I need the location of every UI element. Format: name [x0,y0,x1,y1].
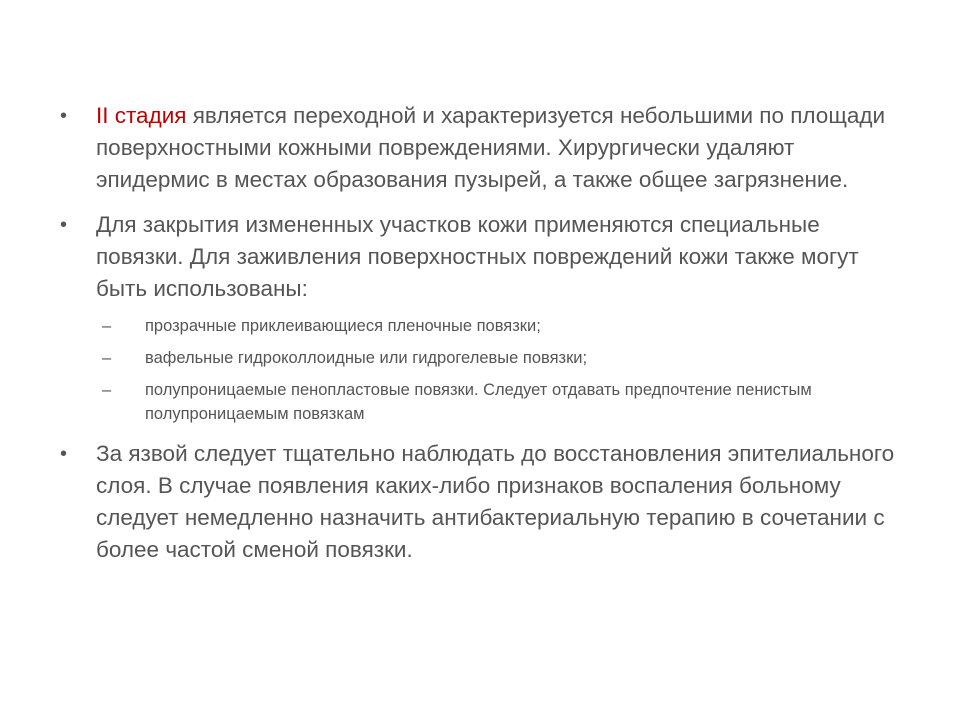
bullet-item-3 [60,438,900,566]
sub-item-text: полупроницаемые пенопластовые повязки. Следует отдавать предпочтение пенистым полупроницаемым повязкам [145,381,812,423]
dash-icon: – [102,317,112,335]
bullet-icon: • [60,443,68,465]
dash-icon: – [102,381,112,399]
sub-item-1 [102,314,900,338]
sub-item-2 [102,346,900,370]
bullet-text: является переходной и характеризуется небольшими по площади поверхностными кожными повреждениями. Хирургически удаляют эпидермис в местах образования пузырей, а также общее загрязнение. [96,103,886,192]
dash-icon: – [102,349,112,367]
sub-list [60,314,900,426]
stage-label: II стадия [96,103,187,128]
sub-item-text: прозрачные приклеивающиеся пленочные повязки; [145,317,541,335]
bullet-item-1 [60,100,900,196]
bullet-item-2 [60,209,900,305]
bullet-icon: • [60,105,68,127]
bullet-text: Для закрытия измененных участков кожи применяются специальные повязки. Для заживления поверхностных повреждений кожи также могут быть использованы: [96,212,859,301]
bullet-text: За язвой следует тщательно наблюдать до восстановления эпителиального слоя. В случае появления каких-либо признаков воспаления больному следует немедленно назначить антибактериальную терапию в сочетании с более частой сменой повязки. [96,441,895,562]
bullet-list [60,100,900,579]
bullet-icon: • [60,214,68,236]
sub-item-3 [102,378,900,426]
sub-item-text: вафельные гидроколлоидные или гидрогелевые повязки; [145,349,588,367]
